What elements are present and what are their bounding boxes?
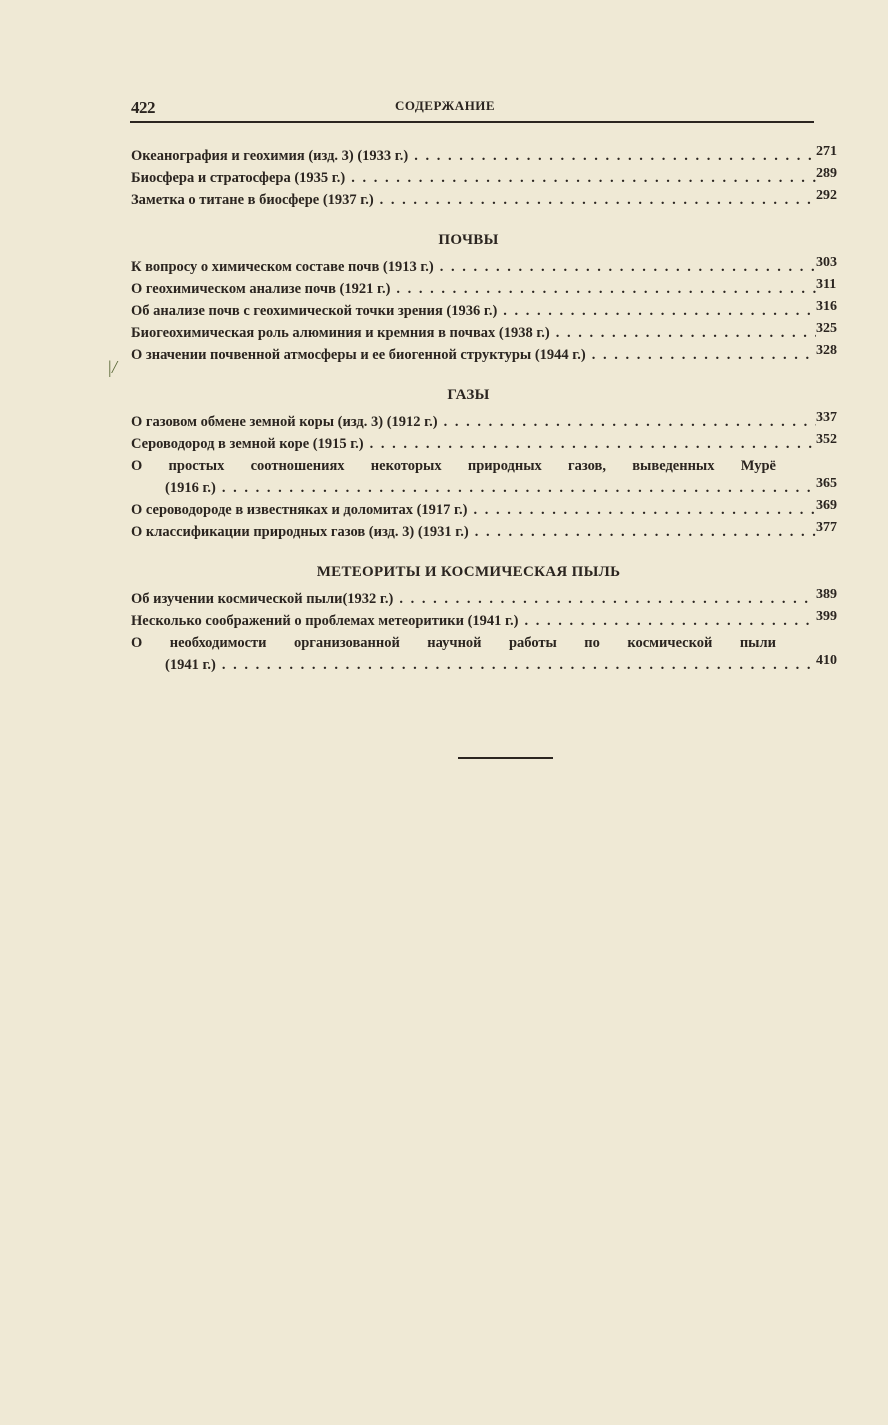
header-rule	[130, 121, 814, 123]
toc-entry	[131, 145, 846, 167]
entry-page-number: 316	[816, 299, 837, 314]
entry-page-number: 303	[816, 255, 837, 270]
dot-leader	[399, 588, 816, 610]
toc-entry	[131, 632, 846, 676]
toc-entry	[131, 521, 846, 543]
entry-text	[131, 632, 816, 676]
entry-page-number: 337	[816, 410, 837, 425]
entry-title: Об изучении космической пыли(1932 г.)	[131, 591, 394, 607]
toc-entry	[131, 278, 846, 300]
entry-leader-line	[131, 344, 816, 366]
entry-title: Биогеохимическая роль алюминия и кремния в почвах (1938 г.)	[131, 325, 550, 341]
dot-leader	[370, 433, 816, 455]
entry-title: Сероводород в земной коре (1915 г.)	[131, 436, 364, 452]
entry-leader-line	[131, 499, 816, 521]
entry-page-number: 377	[816, 520, 837, 535]
entry-leader-line	[131, 521, 816, 543]
dot-leader	[556, 322, 816, 344]
dot-leader	[503, 300, 816, 322]
dot-leader	[444, 411, 816, 433]
toc-entry	[131, 256, 846, 278]
entry-text	[131, 322, 816, 344]
toc-section	[131, 229, 846, 366]
toc-section	[131, 561, 846, 676]
dot-leader	[592, 344, 816, 366]
entry-text	[131, 521, 816, 543]
entry-title: Заметка о титане в биосфере (1937 г.)	[131, 192, 374, 208]
toc-entry	[131, 344, 846, 366]
toc-section	[131, 384, 846, 543]
table-of-contents	[131, 145, 846, 676]
end-rule	[458, 757, 553, 759]
entry-leader-line	[131, 167, 816, 189]
entry-page-number: 365	[816, 476, 837, 491]
entry-text	[131, 610, 816, 632]
entry-page-number: 352	[816, 432, 837, 447]
entry-title: О геохимическом анализе почв (1921 г.)	[131, 281, 391, 297]
entry-text	[131, 411, 816, 433]
toc-entry	[131, 322, 846, 344]
entry-leader-line	[131, 654, 816, 676]
dot-leader	[475, 521, 816, 543]
entry-text	[131, 433, 816, 455]
dot-leader	[380, 189, 816, 211]
entry-text	[131, 344, 816, 366]
toc-entry	[131, 588, 846, 610]
entry-leader-line	[131, 145, 816, 167]
entry-title: О классификации природных газов (изд. 3) (1931 г.)	[131, 524, 469, 540]
entry-text	[131, 189, 816, 211]
entry-title: Об анализе почв с геохимической точки зрения (1936 г.)	[131, 303, 498, 319]
dot-leader	[396, 278, 816, 300]
dot-leader	[222, 654, 816, 676]
dot-leader	[414, 145, 816, 167]
toc-section	[131, 145, 846, 211]
dot-leader	[524, 610, 816, 632]
entry-page-number: 289	[816, 166, 837, 181]
dot-leader	[440, 256, 816, 278]
toc-entry	[131, 300, 846, 322]
section-heading: ГАЗЫ	[447, 387, 490, 403]
entry-leader-line	[131, 477, 816, 499]
entry-leader-line	[131, 189, 816, 211]
entry-leader-line	[131, 588, 816, 610]
entry-text	[131, 167, 816, 189]
toc-entry	[131, 411, 846, 433]
entry-title: О необходимости организованной научной работы по космической пыли	[131, 635, 776, 651]
entry-text	[131, 145, 816, 167]
entry-title: О простых соотношениях некоторых природных газов, выведенных Мурё	[131, 458, 776, 474]
entry-text	[131, 256, 816, 278]
entry-page-number: 369	[816, 498, 837, 513]
entry-leader-line	[131, 278, 816, 300]
toc-entry	[131, 167, 846, 189]
entry-text	[131, 278, 816, 300]
entry-leader-line	[131, 256, 816, 278]
dot-leader	[351, 167, 816, 189]
entry-leader-line	[131, 300, 816, 322]
section-heading: ПОЧВЫ	[438, 232, 499, 248]
entry-title: Биосфера и стратосфера (1935 г.)	[131, 170, 346, 186]
entry-title: О значении почвенной атмосферы и ее биогенной структуры (1944 г.)	[131, 347, 586, 363]
entry-text	[131, 588, 816, 610]
entry-page-number: 410	[816, 653, 837, 668]
entry-title: Океанография и геохимия (изд. 3) (1933 г.)	[131, 148, 409, 164]
entry-title-continuation: (1916 г.)	[165, 480, 216, 496]
entry-page-number: 311	[816, 277, 837, 292]
entry-title: Несколько соображений о проблемах метеоритики (1941 г.)	[131, 613, 519, 629]
section-heading: МЕТЕОРИТЫ И КОСМИЧЕСКАЯ ПЫЛЬ	[316, 564, 621, 580]
dot-leader	[473, 499, 816, 521]
entry-page-number: 292	[816, 188, 837, 203]
entry-page-number: 325	[816, 321, 837, 336]
entry-page-number: 271	[816, 144, 837, 159]
entry-page-number: 389	[816, 587, 837, 602]
entry-text	[131, 300, 816, 322]
entry-leader-line	[131, 433, 816, 455]
toc-entry	[131, 455, 846, 499]
entry-leader-line	[131, 322, 816, 344]
toc-entry	[131, 189, 846, 211]
entry-title-continuation: (1941 г.)	[165, 657, 216, 673]
entry-text	[131, 499, 816, 521]
entry-title: О газовом обмене земной коры (изд. 3) (1912 г.)	[131, 414, 438, 430]
entry-title: О сероводороде в известняках и доломитах (1917 г.)	[131, 502, 468, 518]
dot-leader	[222, 477, 816, 499]
toc-entry	[131, 610, 846, 632]
toc-entry	[131, 499, 846, 521]
entry-leader-line	[131, 411, 816, 433]
running-head: СОДЕРЖАНИЕ	[395, 98, 496, 113]
entry-page-number: 399	[816, 609, 837, 624]
entry-text	[131, 455, 816, 499]
toc-entry	[131, 433, 846, 455]
entry-page-number: 328	[816, 343, 837, 358]
handwritten-margin-mark: |/	[107, 357, 117, 377]
entry-leader-line	[131, 610, 816, 632]
entry-title: К вопросу о химическом составе почв (1913 г.)	[131, 259, 434, 275]
page-number: 422	[131, 98, 155, 117]
